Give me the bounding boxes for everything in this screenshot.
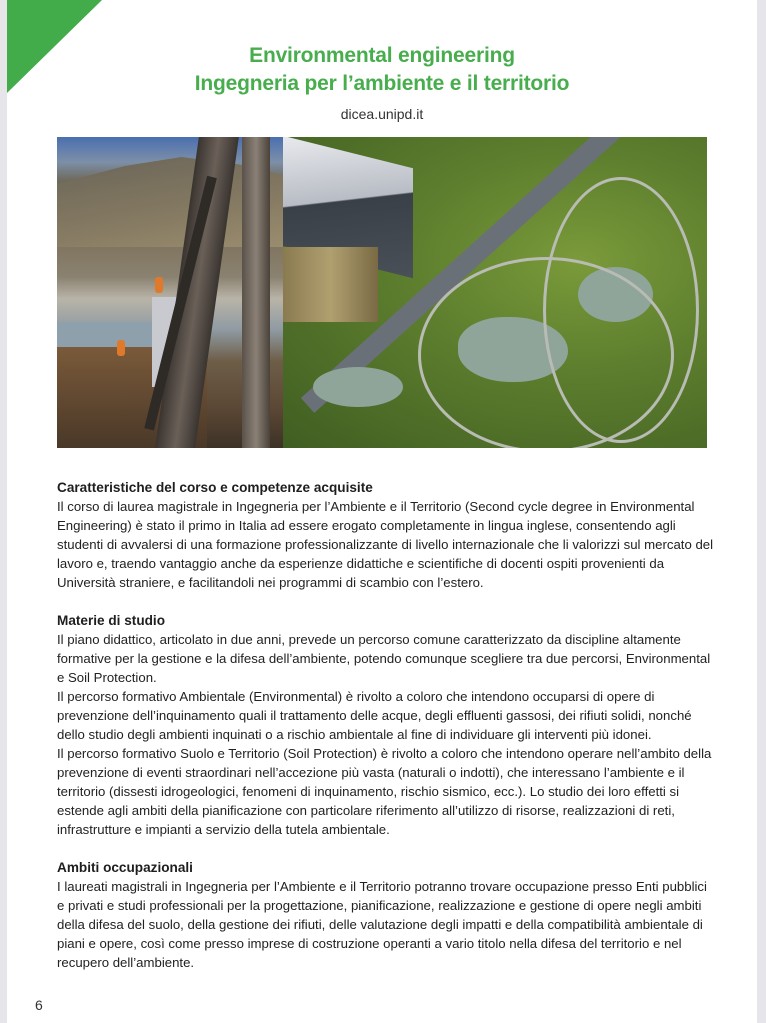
section-paragraph: Il corso di laurea magistrale in Ingegneria per l’Ambiente e il Territorio (Second cycle degree in Environmental Engineering) è stato il primo in Italia ad essere erogato completamente in lingua inglese, consentendo agli studenti di avvalersi di una formazione professionalizzante di livello internazionale che li valorizzi sul mercato del lavoro e, traendo vantaggio anche da esperienze didattiche e scientifiche di docenti ospiti provenienti da Università straniere, e facilitandoli nei programmi di scambio con l’estero. xyxy=(57,499,714,590)
section-career xyxy=(57,858,717,972)
section-paragraph: Il percorso formativo Suolo e Territorio (Soil Protection) è rivolto a coloro che intendono operare nell’ambito della prevenzione di eventi straordinari nell’accezione più vasta (naturali o indotti), che interessano l’ambiente e il territorio (dissesti idrogeologici, fenomeni di inquinamento, rischio sismico, ecc.). Lo studio dei loro effetti si estende agli ambiti della pianificazione con particolare riferimento all’utilizzo di risorse, realizzazioni di reti, infrastrutture e impianti a servizio della tutela ambientale. xyxy=(57,746,712,837)
section-heading: Ambiti occupazionali xyxy=(57,860,193,875)
aerial-wetland-photo xyxy=(283,137,707,448)
header-photo-collage xyxy=(57,137,707,448)
section-paragraph: I laureati magistrali in Ingegneria per l’Ambiente e il Territorio potranno trovare occupazione presso Enti pubblici e privati e studi professionali per la progettazione, pianificazione, realizzazione e gestione di opere negli ambiti della difesa del suolo, della gestione dei rifiuti, delle valutazione degli impatti e della compatibilità ambientale di piani e opere, così come presso imprese di costruzione operanti a vario titolo nella difesa del territorio e nel recupero dell’ambiente. xyxy=(57,879,707,970)
section-heading: Materie di studio xyxy=(57,613,166,628)
section-characteristics xyxy=(57,478,717,592)
section-subjects xyxy=(57,611,717,839)
title-english: Environmental engineering xyxy=(249,44,515,67)
body-content xyxy=(57,478,717,991)
page-number: 6 xyxy=(35,997,43,1013)
section-heading: Caratteristiche del corso e competenze acquisite xyxy=(57,480,373,495)
section-paragraph: Il percorso formativo Ambientale (Environmental) è rivolto a coloro che intendono occuparsi di opere di prevenzione dell’inquinamento quali il trattamento delle acque, degli effluenti gassosi, dei rifiuti solidi, nonché dello studio degli ambienti inquinati o a rischio ambientale al fine di individuare gli interventi più idonei. xyxy=(57,689,692,742)
title-italian: Ingegneria per l’ambiente e il territorio xyxy=(194,72,570,95)
website-url: dicea.unipd.it xyxy=(340,106,424,122)
brochure-page xyxy=(7,0,757,1023)
section-paragraph: Il piano didattico, articolato in due anni, prevede un percorso comune caratterizzato da discipline altamente formative per la gestione e la difesa dell’ambiente, potendo comunque scegliere tra due percorsi, Environmental e Soil Protection. xyxy=(57,632,711,685)
bridge-inspection-photo xyxy=(57,137,283,448)
